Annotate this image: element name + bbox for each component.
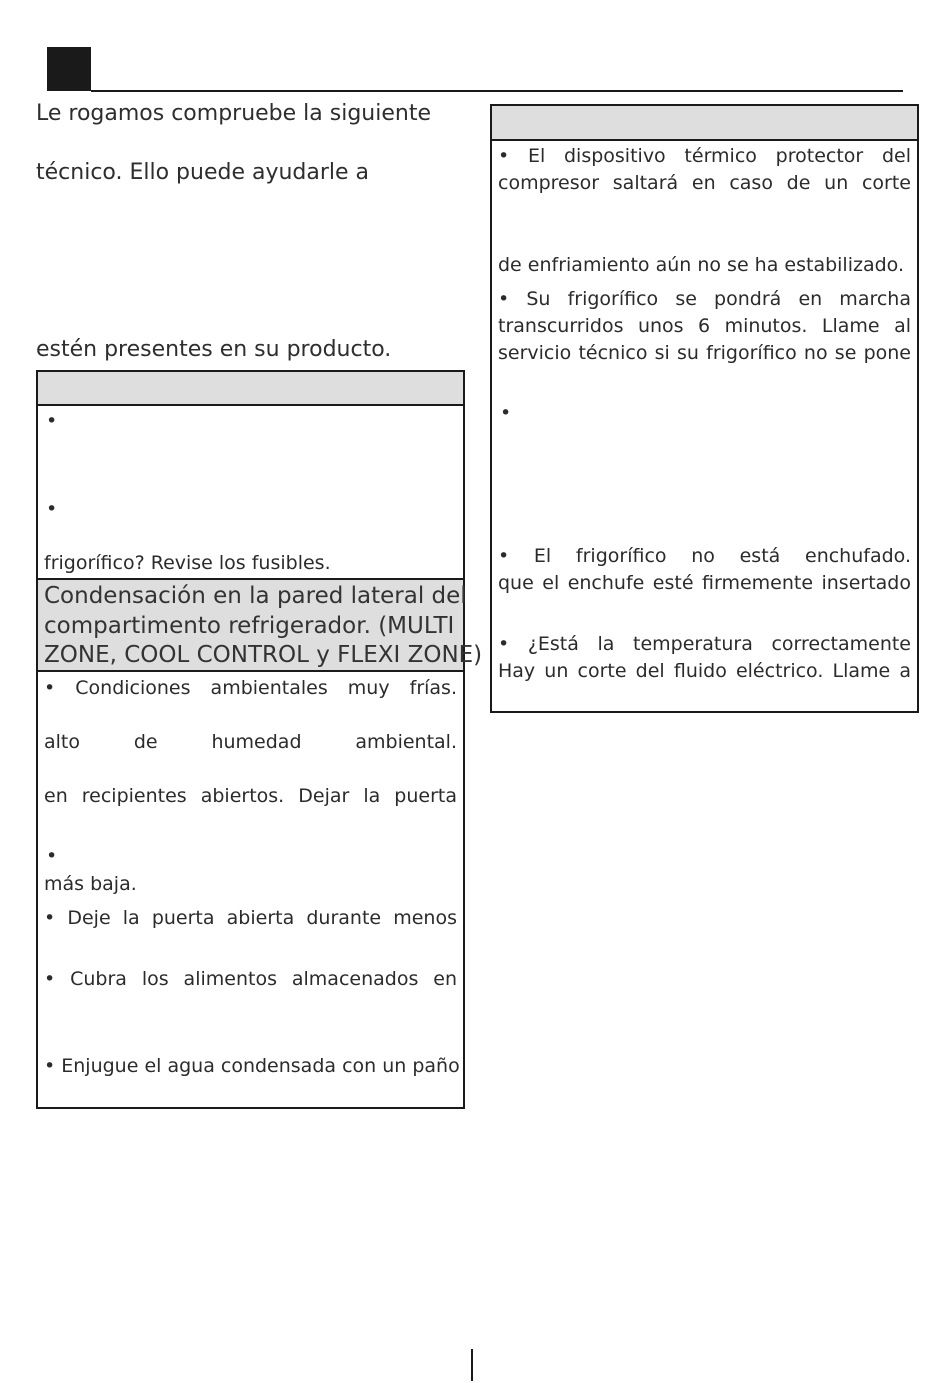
condensation-text-line: alto de humedad ambiental. — [44, 731, 457, 753]
condensation-text-line: • Cubra los alimentos almacenados en — [44, 968, 457, 990]
intro-line-3: estén presentes en su producto. — [36, 337, 392, 362]
intro-line-2: técnico. Ello puede ayudarle a — [36, 160, 370, 185]
text-line: que el enchufe esté firmemente insertado — [498, 572, 911, 594]
section-marker — [47, 47, 91, 91]
bullet: • — [500, 402, 512, 424]
condensation-text-line: más baja. — [44, 873, 137, 895]
text-line: Hay un corte del fluido eléctrico. Llame a — [498, 660, 911, 682]
text-line: transcurridos unos 6 minutos. Llame al — [498, 315, 911, 337]
condensation-title-line: compartimento refrigerador. (MULTI — [44, 612, 455, 639]
text-line: • Su frigorífico se pondrá en marcha — [498, 288, 911, 310]
fuses-line: frigorífico? Revise los fusibles. — [44, 552, 331, 574]
condensation-header — [38, 578, 483, 672]
bullet: • — [46, 410, 58, 432]
bullet: • — [46, 845, 58, 867]
text-line: • El frigorífico no está enchufado. — [498, 545, 911, 567]
intro-line-1: Le rogamos compruebe la siguiente — [36, 101, 432, 126]
condensation-title-line: Condensación en la pared lateral del — [44, 583, 467, 609]
header-rule — [91, 90, 903, 92]
table-header — [492, 106, 917, 141]
page-marker — [471, 1349, 473, 1381]
troubleshoot-table-left — [36, 370, 483, 1109]
bullet: • — [46, 498, 58, 520]
condensation-text-line: • Condiciones ambientales muy frías. — [44, 677, 457, 699]
condensation-text-line: • Deje la puerta abierta durante menos — [44, 907, 457, 929]
table-header — [38, 372, 463, 406]
troubleshoot-table-right — [490, 104, 919, 713]
text-line: • ¿Está la temperatura correctamente — [498, 633, 911, 655]
text-line: • El dispositivo térmico protector del — [498, 145, 911, 167]
text-line: de enfriamiento aún no se ha estabilizado. — [498, 254, 904, 276]
condensation-text-line: • Enjugue el agua condensada con un paño — [44, 1055, 460, 1077]
text-line: compresor saltará en caso de un corte — [498, 172, 911, 194]
condensation-title-line: ZONE, COOL CONTROL y FLEXI ZONE) — [44, 642, 483, 668]
text-line: servicio técnico si su frigorífico no se pone — [498, 342, 911, 364]
condensation-text-line: en recipientes abiertos. Dejar la puerta — [44, 785, 457, 807]
